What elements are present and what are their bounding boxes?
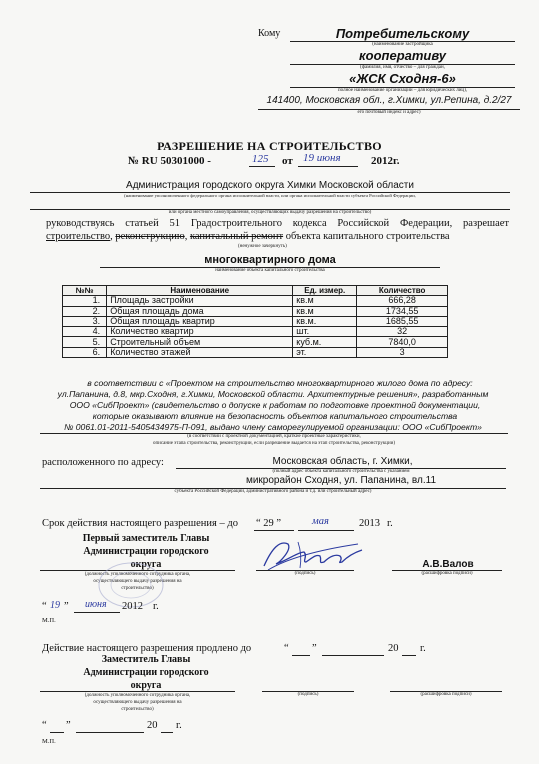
ext-date-year: 20 bbox=[147, 720, 158, 731]
project-caption-1: (в соответствии с проектной документацией, краткие проектные характеристики, bbox=[187, 434, 361, 439]
row-quantity: 7840,0 bbox=[357, 337, 448, 347]
extension-day-close: ” bbox=[312, 643, 317, 654]
header-name: Наименование bbox=[107, 286, 293, 296]
recipient-caption-1: (наименование застройщика bbox=[372, 42, 433, 47]
sign-date-suffix: г. bbox=[153, 601, 159, 612]
row-name: Общая площадь дома bbox=[107, 306, 293, 316]
date-from-label: от bbox=[282, 155, 293, 167]
header-quantity: Количество bbox=[357, 286, 448, 296]
location-caption-1: (полный адрес объекта капитального строительства с указанием bbox=[272, 469, 410, 474]
row-name: Количество этажей bbox=[107, 347, 293, 357]
second-position-line-3: округа bbox=[130, 680, 162, 691]
signer-caption: (расшифровка подписи) bbox=[421, 571, 473, 576]
permit-number-prefix: № RU 50301000 - bbox=[128, 155, 211, 167]
signer-name: А.В.Валов bbox=[422, 559, 474, 570]
project-line-3: ООО «СибПроект» (свидетельство о допуске к работам по подготовке проектной документации, bbox=[69, 400, 481, 410]
sign-date-year: 2012 bbox=[122, 601, 143, 612]
ext-date-suffix: г. bbox=[176, 720, 182, 731]
header-number: №№ bbox=[63, 286, 107, 296]
sign-date-day-handwritten: 19 bbox=[50, 600, 60, 611]
project-line-1: в соответствии с «Проектом на строительство многоквартирного жилого дома по адресу: bbox=[87, 378, 473, 388]
first-signature-caption: (подпись) bbox=[294, 571, 316, 576]
recipient-caption-3: полное наименование организации – для юридических лиц), bbox=[337, 88, 468, 93]
validity-year: 2013 bbox=[359, 518, 380, 529]
option-reconstruction: реконструкцию bbox=[115, 231, 185, 242]
sign-date-open: “ bbox=[42, 601, 47, 612]
row-unit: шт. bbox=[293, 327, 357, 337]
object-suffix: объекта капитального строительства bbox=[285, 231, 450, 242]
row-quantity: 3 bbox=[357, 347, 448, 357]
first-position-caption-2: осуществляющего выдачу разрешения на bbox=[93, 579, 182, 584]
validity-day: “ 29 ” bbox=[256, 518, 282, 529]
authority-caption-2: или органа местного самоуправления, осуществляющих выдачу разрешения на строительство) bbox=[168, 210, 372, 215]
table-row bbox=[63, 296, 448, 306]
table-row bbox=[63, 337, 448, 347]
second-position-caption-1: (должность уполномоченного сотрудника органа, bbox=[84, 693, 191, 698]
extension-day-open: “ bbox=[284, 643, 289, 654]
address-caption: его почтовый индекс и адрес) bbox=[357, 110, 421, 115]
permit-number bbox=[128, 155, 211, 167]
authority-caption-1: (наименование уполномоченного федерального органа исполнительной власти, или органа исполнительной власти субъекта Российской Федерации, bbox=[124, 193, 416, 198]
table-header-row bbox=[63, 286, 448, 296]
stamp-place-label-1: М.П. bbox=[42, 617, 56, 624]
recipient-line-3: «ЖСК Сходня-6» bbox=[349, 71, 456, 86]
row-name: Количество квартир bbox=[107, 327, 293, 337]
header-unit: Ед. измер. bbox=[293, 286, 357, 296]
location-label: расположенного по адресу: bbox=[42, 457, 164, 468]
permit-number-handwritten: 125 bbox=[252, 153, 269, 165]
permit-statement: руководствуясь статьей 51 Градостроительного кодекса Российской Федерации, разрешает bbox=[46, 218, 509, 229]
row-number: 3. bbox=[63, 316, 107, 326]
row-unit: кв.м bbox=[293, 306, 357, 316]
option-construction: строительство bbox=[46, 231, 111, 242]
to-label: Кому bbox=[258, 28, 281, 39]
permit-year: 2012г. bbox=[371, 155, 400, 167]
project-caption-2: описание этапа строительства, реконструкции, если разрешение выдается на этап строительства, реконструкции) bbox=[153, 441, 395, 446]
row-quantity: 1685,55 bbox=[357, 316, 448, 326]
extension-label: Действие настоящего разрешения продлено до bbox=[42, 643, 252, 654]
row-quantity: 32 bbox=[357, 327, 448, 337]
row-unit: эт. bbox=[293, 347, 357, 357]
validity-label: Срок действия настоящего разрешения – до bbox=[42, 518, 238, 529]
ext-date-close: ” bbox=[66, 720, 71, 731]
object-name: многоквартирного дома bbox=[204, 254, 336, 266]
row-number: 6. bbox=[63, 347, 107, 357]
row-number: 2. bbox=[63, 306, 107, 316]
extension-year: 20 bbox=[388, 643, 399, 654]
row-unit: кв.м bbox=[293, 296, 357, 306]
second-signature-caption: (подпись) bbox=[297, 692, 319, 697]
project-line-4: которые оказывают влияние на безопасность объектов капитального строительства bbox=[92, 411, 458, 421]
second-position-caption bbox=[40, 692, 235, 713]
recipient-line-2: кооперативу bbox=[359, 48, 446, 63]
ext-date-open: “ bbox=[42, 720, 47, 731]
row-name: Общая площадь квартир bbox=[107, 316, 293, 326]
stamp-place-label-2: М.П. bbox=[42, 738, 56, 745]
permit-date-handwritten: 19 июня bbox=[303, 152, 341, 164]
first-position-line-2: Администрации городского bbox=[83, 546, 209, 557]
row-number: 5. bbox=[63, 337, 107, 347]
characteristics-table bbox=[62, 285, 448, 358]
location-caption-2: субъекта Российской Федерации, административного района и т.д. или строительный адрес) bbox=[174, 489, 372, 494]
location-line-1: Московская область, г. Химки, bbox=[272, 456, 413, 467]
strike-caption: (ненужное зачеркнуть) bbox=[238, 244, 287, 249]
validity-year-suffix: г. bbox=[387, 518, 393, 529]
recipient-address: 141400, Московская обл., г.Химки, ул.Репина, д.2/27 bbox=[266, 95, 512, 106]
object-caption: наименование объекта капитального строительства bbox=[215, 268, 325, 273]
option-capital-repair: капитальный ремонт bbox=[189, 231, 284, 242]
project-line-5: № 0061.01-2011-5405434975-П-091, выдано члену саморегулируемой организации: ООО «СибПроект» bbox=[64, 422, 482, 432]
first-position-line-1: Первый заместитель Главы bbox=[82, 533, 210, 544]
second-position bbox=[66, 653, 226, 692]
row-name: Строительный объем bbox=[107, 337, 293, 347]
validity-month-handwritten: мая bbox=[312, 516, 329, 527]
table-row bbox=[63, 327, 448, 337]
second-position-caption-3: строительство) bbox=[121, 707, 154, 712]
row-unit: куб.м. bbox=[293, 337, 357, 347]
row-quantity: 1734,55 bbox=[357, 306, 448, 316]
second-position-line-1: Заместитель Главы bbox=[101, 654, 191, 665]
row-quantity: 666,28 bbox=[357, 296, 448, 306]
row-number: 1. bbox=[63, 296, 107, 306]
row-name: Площадь застройки bbox=[107, 296, 293, 306]
document-title: РАЗРЕШЕНИЕ НА СТРОИТЕЛЬСТВО bbox=[157, 139, 382, 153]
project-line-2: ул.Папанина, д.8, мкр.Сходня, г.Химки, Московской области. Архитектурные решения», разработанным bbox=[57, 389, 489, 399]
works-line: строительство, реконструкцию, капитальный ремонт объекта капитального строительства bbox=[46, 231, 450, 242]
table-row bbox=[63, 347, 448, 357]
first-position-line-3: округа bbox=[130, 559, 162, 570]
first-position-caption-3: строительство) bbox=[121, 586, 154, 591]
table-row bbox=[63, 316, 448, 326]
second-position-caption-2: осуществляющего выдачу разрешения на bbox=[93, 700, 182, 705]
location-line-2: микрорайон Сходня, ул. Папанина, вл.11 bbox=[245, 475, 437, 486]
recipient-line-1: Потребительскому bbox=[335, 26, 470, 41]
table-row bbox=[63, 306, 448, 316]
second-position-line-2: Администрации городского bbox=[83, 667, 209, 678]
row-unit: кв.м. bbox=[293, 316, 357, 326]
authority-name: Администрация городского округа Химки Московской области bbox=[126, 180, 414, 191]
extension-year-suffix: г. bbox=[420, 643, 426, 654]
row-number: 4. bbox=[63, 327, 107, 337]
second-signer-caption: (расшифровка подписи) bbox=[420, 692, 472, 697]
first-position-caption-1: (должность уполномоченного сотрудника органа, bbox=[84, 572, 191, 577]
recipient-caption-2: (фамилия, имя, отчество – для граждан, bbox=[360, 65, 445, 70]
sign-date-month-handwritten: июня bbox=[85, 599, 107, 610]
sign-date-close: ” bbox=[64, 601, 69, 612]
